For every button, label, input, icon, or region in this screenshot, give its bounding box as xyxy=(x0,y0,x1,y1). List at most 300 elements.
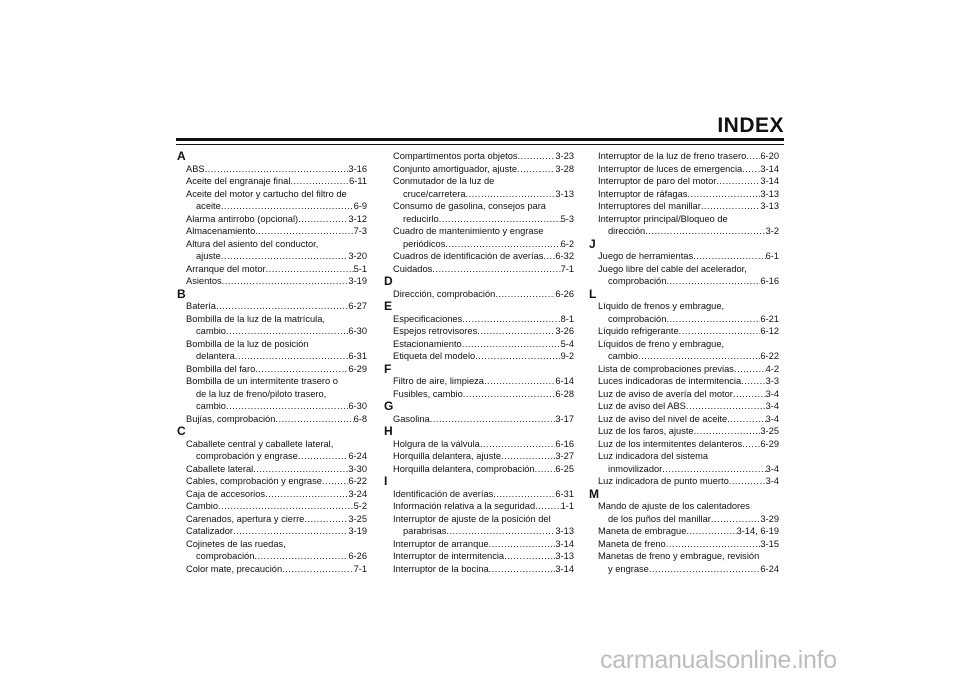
index-column-3 xyxy=(589,150,779,575)
page-number: 3-14 xyxy=(555,538,574,549)
page-number: 3-13 xyxy=(760,201,779,211)
page-number: 3-13 xyxy=(555,188,574,199)
page-number: 6-12 xyxy=(760,326,779,336)
dot-leader xyxy=(298,450,349,463)
index-entry xyxy=(177,538,367,563)
entry-text: Juego libre del cable del acelerador, xyxy=(598,263,747,274)
entry-text: Información relativa a la seguridad xyxy=(393,501,536,511)
index-entry xyxy=(177,413,367,426)
page-number: 5-1 xyxy=(353,263,367,274)
page-number: 6-20 xyxy=(760,151,779,161)
section-letter: E xyxy=(384,299,393,313)
index-entry xyxy=(177,475,367,488)
page-number: 3-17 xyxy=(555,413,574,424)
entry-text: Interruptor de ráfagas xyxy=(598,188,688,199)
entry-text: comprobación xyxy=(608,313,667,324)
dot-leader xyxy=(265,488,348,501)
entry-text: Consumo de gasolina, consejos para xyxy=(393,201,546,211)
page-number: 6-30 xyxy=(348,326,367,336)
dot-leader xyxy=(480,438,556,451)
entry-text: Batería xyxy=(186,301,216,311)
entry-text: de la luz de freno/piloto trasero, xyxy=(196,388,327,399)
index-entry xyxy=(589,550,779,575)
dot-leader xyxy=(216,300,348,313)
entry-text: Interruptor principal/Bloqueo de xyxy=(598,213,728,224)
index-entry xyxy=(589,475,779,488)
dot-leader xyxy=(304,513,348,526)
dot-leader xyxy=(432,263,560,276)
dot-leader xyxy=(543,250,555,263)
dot-leader xyxy=(489,538,556,551)
dot-leader xyxy=(687,188,760,201)
page-number: 3-19 xyxy=(348,276,367,286)
index-entry xyxy=(589,525,779,538)
page-number: 6-26 xyxy=(348,551,367,561)
dot-leader xyxy=(266,263,354,276)
page-number: 3-19 xyxy=(348,526,367,536)
dot-leader xyxy=(711,513,761,526)
dot-leader xyxy=(445,238,560,251)
dot-leader xyxy=(504,550,555,563)
dot-leader xyxy=(741,375,765,388)
dot-leader xyxy=(226,400,348,413)
index-entry xyxy=(177,213,367,226)
page-number: 6-27 xyxy=(348,301,367,311)
index-entry xyxy=(177,500,367,513)
dot-leader xyxy=(727,413,765,426)
index-entry xyxy=(384,550,574,563)
entry-text: Cuadros de identificación de averías xyxy=(393,251,544,261)
page-number: 3-13 xyxy=(760,188,779,199)
entry-text: Maneta de embrague xyxy=(598,526,687,536)
page-number: 6-24 xyxy=(348,451,367,461)
index-entry xyxy=(589,325,779,338)
entry-text: Interruptor de la luz de freno trasero xyxy=(598,151,747,161)
page-number: 3-23 xyxy=(555,151,574,161)
index-entry xyxy=(177,375,367,413)
entry-text: delantera xyxy=(196,351,235,361)
dot-leader xyxy=(649,563,761,576)
entry-text: Caballete lateral xyxy=(186,463,254,474)
entry-text: Interruptor de paro del motor xyxy=(598,176,717,186)
index-entry xyxy=(177,563,367,576)
dot-leader xyxy=(282,563,353,576)
page-number: 3-14 xyxy=(555,563,574,574)
entry-text: inmovilizador xyxy=(608,463,663,474)
entry-text: Luz de aviso de avería del motor xyxy=(598,388,733,399)
dot-leader xyxy=(666,538,761,551)
dot-leader xyxy=(462,313,560,326)
page-number: 3-2 xyxy=(765,226,779,236)
index-entry xyxy=(589,200,779,213)
page-number: 6-30 xyxy=(348,401,367,411)
page-number: 6-31 xyxy=(555,488,574,499)
entry-text: Interruptor de la bocina xyxy=(393,563,489,574)
index-entry xyxy=(589,425,779,438)
page-number: 3-12 xyxy=(348,213,367,224)
index-entry xyxy=(384,500,574,513)
page-number: 5-4 xyxy=(560,338,574,349)
index-entry xyxy=(177,175,367,188)
section-letter: D xyxy=(384,274,393,288)
entry-text: Aceite del engranaje final xyxy=(186,176,291,186)
entry-text: Líquido de frenos y embrague, xyxy=(598,301,725,311)
dot-leader xyxy=(662,463,765,476)
entry-text: Caja de accesorios xyxy=(186,488,266,499)
entry-text: Luz de aviso del ABS xyxy=(598,401,686,411)
index-entry xyxy=(384,563,574,576)
index-entry xyxy=(177,463,367,476)
entry-text: Aceite del motor y cartucho del filtro de xyxy=(186,188,347,199)
index-entry xyxy=(589,363,779,376)
entry-text: Bombilla de un intermitente trasero o xyxy=(186,376,338,386)
dot-leader xyxy=(254,550,348,563)
dot-leader xyxy=(742,438,760,451)
entry-text: cambio xyxy=(196,401,226,411)
index-entry xyxy=(384,513,574,538)
index-column-2 xyxy=(384,150,574,575)
dot-leader xyxy=(686,525,736,538)
entry-text: Dirección, comprobación xyxy=(393,288,496,299)
dot-leader xyxy=(686,400,766,413)
entry-text: Identificación de averías xyxy=(393,488,494,499)
entry-text: Etiqueta del modelo xyxy=(393,351,476,361)
entry-text: Interruptores del manillar xyxy=(598,201,701,211)
dot-leader xyxy=(290,175,349,188)
entry-text: parabrisas xyxy=(403,526,447,536)
entry-text: Catalizador xyxy=(186,526,234,536)
entry-text: Almacenamiento xyxy=(186,226,256,236)
dot-leader xyxy=(255,225,353,238)
dot-leader xyxy=(205,163,349,176)
entry-text: ajuste xyxy=(196,251,221,261)
entry-text: Filtro de aire, limpieza xyxy=(393,376,484,386)
dot-leader xyxy=(666,313,760,326)
page-number: 3-27 xyxy=(555,451,574,461)
dot-leader xyxy=(645,225,765,238)
index-entry xyxy=(177,513,367,526)
page-number: 6-25 xyxy=(555,463,574,474)
dot-leader xyxy=(462,338,561,351)
section-letter: A xyxy=(177,149,186,163)
page-number: 3-13 xyxy=(555,526,574,536)
dot-leader xyxy=(484,375,555,388)
entry-text: Luz de los faros, ajuste xyxy=(598,426,694,436)
index-entry xyxy=(589,163,779,176)
entry-text: Líquidos de freno y embrague, xyxy=(598,338,725,349)
index-entry xyxy=(384,263,574,276)
dot-leader xyxy=(475,350,560,363)
entry-text: Luces indicadoras de intermitencia xyxy=(598,376,742,386)
entry-text: Fusibles, cambio xyxy=(393,388,463,399)
dot-leader xyxy=(666,275,760,288)
entry-text: reducirlo xyxy=(403,213,439,224)
page-number: 3-14 xyxy=(760,163,779,174)
page-number: 3-25 xyxy=(348,513,367,524)
entry-text: Color mate, precaución xyxy=(186,563,283,574)
entry-text: Líquido refrigerante xyxy=(598,326,679,336)
index-entry xyxy=(589,175,779,188)
index-entry xyxy=(589,538,779,551)
page-number: 3-28 xyxy=(555,163,574,174)
index-entry xyxy=(384,350,574,363)
entry-text: Interruptor de luces de emergencia xyxy=(598,163,743,174)
dot-leader xyxy=(253,463,348,476)
entry-text: Bombilla de la luz de posición xyxy=(186,338,309,349)
page-number: 7-3 xyxy=(353,226,367,236)
page-number: 3-30 xyxy=(348,463,367,474)
entry-text: Conmutador de la luz de xyxy=(393,176,495,186)
page-number: 6-16 xyxy=(555,438,574,449)
page-number: 7-1 xyxy=(560,263,574,274)
dot-leader xyxy=(495,288,555,301)
page-number: 6-8 xyxy=(353,413,367,424)
page-number: 6-2 xyxy=(560,238,574,249)
dot-leader xyxy=(489,563,556,576)
entry-text: Luz indicadora del sistema xyxy=(598,451,709,461)
page-number: 6-29 xyxy=(760,438,779,449)
section-letter: B xyxy=(177,286,186,301)
index-entry xyxy=(177,488,367,501)
page-number: 6-29 xyxy=(348,363,367,374)
index-entry xyxy=(589,338,779,363)
entry-text: y engrase xyxy=(608,563,649,574)
page-number: 6-1 xyxy=(765,251,779,261)
section-letter: G xyxy=(384,399,394,413)
entry-text: Manetas de freno y embrague, revisión xyxy=(598,551,760,561)
index-entry xyxy=(384,313,574,326)
entry-text: periódicos xyxy=(403,238,446,249)
header-rule-thin xyxy=(176,144,784,145)
index-entry xyxy=(589,300,779,325)
entry-text: de los puños del manillar xyxy=(608,513,711,524)
section-letter: M xyxy=(589,486,599,501)
index-entry xyxy=(384,150,574,163)
index-entry xyxy=(589,400,779,413)
index-entry xyxy=(384,250,574,263)
page-number: 6-14 xyxy=(555,376,574,386)
index-entry xyxy=(589,150,779,163)
page-number: 6-26 xyxy=(555,288,574,299)
page-number: 6-32 xyxy=(555,251,574,261)
index-entry xyxy=(384,413,574,426)
index-entry xyxy=(177,313,367,338)
dot-leader xyxy=(221,250,349,263)
index-entry xyxy=(384,463,574,476)
page-number: 3-29 xyxy=(760,513,779,524)
dot-leader xyxy=(716,175,760,188)
page-number: 5-2 xyxy=(353,501,367,511)
dot-leader xyxy=(729,475,766,488)
index-entry xyxy=(384,338,574,351)
page-number: 6-24 xyxy=(760,563,779,574)
index-entry xyxy=(177,438,367,463)
entry-text: dirección xyxy=(608,226,646,236)
index-entry xyxy=(177,188,367,213)
index-entry xyxy=(384,288,574,301)
entry-text: Caballete central y caballete lateral, xyxy=(186,438,334,449)
entry-text: cambio xyxy=(196,326,226,336)
entry-text: Horquilla delantera, ajuste xyxy=(393,451,502,461)
index-entry xyxy=(384,175,574,200)
entry-text: Alarma antirrobo (opcional) xyxy=(186,213,299,224)
page-number: 6-11 xyxy=(349,176,367,186)
dot-leader xyxy=(679,325,761,338)
index-entry xyxy=(177,338,367,363)
dot-leader xyxy=(733,388,766,401)
dot-leader xyxy=(298,213,348,226)
watermark: carmanualsonline.info xyxy=(600,646,837,674)
entry-text: Cuidados xyxy=(393,263,433,274)
page-number: 3-20 xyxy=(348,251,367,261)
index-column-1 xyxy=(177,150,367,575)
entry-text: Bombilla del faro xyxy=(186,363,256,374)
entry-text: Interruptor de arranque xyxy=(393,538,489,549)
dot-leader xyxy=(222,275,349,288)
dot-leader xyxy=(742,163,760,176)
page-number: 6-9 xyxy=(353,201,367,211)
dot-leader xyxy=(517,163,555,176)
entry-text: Horquilla delantera, comprobación xyxy=(393,463,535,474)
dot-leader xyxy=(501,450,555,463)
page-number: 6-22 xyxy=(760,351,779,361)
index-entry xyxy=(384,450,574,463)
dot-leader xyxy=(466,188,556,201)
page-number: 1-1 xyxy=(560,501,574,511)
section-letter: F xyxy=(384,361,392,376)
index-entry xyxy=(384,375,574,388)
index-entry xyxy=(589,263,779,288)
page-number: 3-16 xyxy=(348,163,367,174)
index-entry xyxy=(384,200,574,225)
dot-leader xyxy=(235,350,349,363)
entry-text: Asientos xyxy=(186,276,222,286)
entry-text: comprobación xyxy=(196,551,255,561)
index-entry xyxy=(589,413,779,426)
dot-leader xyxy=(693,250,765,263)
section-letter: L xyxy=(589,286,597,301)
section-letter: J xyxy=(589,236,596,251)
index-entry xyxy=(589,250,779,263)
dot-leader xyxy=(701,200,761,213)
index-title: INDEX xyxy=(717,114,784,137)
entry-text: Luz de los intermitentes delanteros xyxy=(598,438,743,449)
page-number: 3-14 xyxy=(760,176,779,186)
index-entry xyxy=(589,188,779,201)
entry-text: Cambio xyxy=(186,501,219,511)
entry-text: Luz indicadora de punto muerto xyxy=(598,476,729,486)
dot-leader xyxy=(734,363,766,376)
page-number: 8-1 xyxy=(560,313,574,324)
index-entry xyxy=(177,225,367,238)
entry-text: Carenados, apertura y cierre xyxy=(186,513,305,524)
entry-text: comprobación xyxy=(608,276,667,286)
entry-text: aceite xyxy=(196,201,221,211)
index-entry xyxy=(384,325,574,338)
entry-text: Juego de herramientas xyxy=(598,251,694,261)
dot-leader xyxy=(233,525,348,538)
entry-text: Maneta de freno xyxy=(598,538,666,549)
dot-leader xyxy=(218,500,354,513)
page-number: 3-24 xyxy=(348,488,367,499)
page-number: 3-14, 6-19 xyxy=(736,526,779,536)
entry-text: Estacionamiento xyxy=(393,338,462,349)
entry-text: Espejos retrovisores xyxy=(393,326,478,336)
dot-leader xyxy=(275,413,353,426)
page-number: 3-4 xyxy=(765,476,779,486)
page-number: 3-4 xyxy=(765,463,779,474)
section-letter: I xyxy=(384,474,388,488)
entry-text: Cuadro de mantenimiento y engrase xyxy=(393,226,544,236)
entry-text: Interruptor de intermitencia xyxy=(393,551,505,561)
index-entry xyxy=(177,275,367,288)
dot-leader xyxy=(255,363,348,376)
dot-leader xyxy=(430,413,556,426)
entry-text: Cables, comprobación y engrase xyxy=(186,476,322,486)
page-number: 3-4 xyxy=(765,413,779,424)
entry-text: Interruptor de ajuste de la posición del xyxy=(393,513,551,524)
entry-text: Lista de comprobaciones previas xyxy=(598,363,734,374)
dot-leader xyxy=(463,388,556,401)
dot-leader xyxy=(439,213,561,226)
entry-text: cruce/carretera xyxy=(403,188,466,199)
dot-leader xyxy=(535,500,560,513)
index-entry xyxy=(589,450,779,475)
entry-text: Compartimentos porta objetos xyxy=(393,151,518,161)
index-entry xyxy=(589,388,779,401)
dot-leader xyxy=(322,475,348,488)
dot-leader xyxy=(446,525,555,538)
page-number: 3-15 xyxy=(760,538,779,549)
dot-leader xyxy=(535,463,556,476)
dot-leader xyxy=(746,150,760,163)
page-number: 6-21 xyxy=(760,313,779,324)
entry-text: Luz de aviso del nivel de aceite xyxy=(598,413,728,424)
page-number: 3-25 xyxy=(760,426,779,436)
entry-text: Conjunto amortiguador, ajuste xyxy=(393,163,518,174)
index-entry xyxy=(589,500,779,525)
index-entry xyxy=(589,213,779,238)
page-number: 3-4 xyxy=(765,401,779,411)
entry-text: Altura del asiento del conductor, xyxy=(186,238,319,249)
entry-text: Cojinetes de las ruedas, xyxy=(186,538,286,549)
entry-text: Bujías, comprobación xyxy=(186,413,276,424)
page-number: 7-1 xyxy=(353,563,367,574)
entry-text: Holgura de la válvula xyxy=(393,438,480,449)
dot-leader xyxy=(221,200,354,213)
dot-leader xyxy=(493,488,555,501)
page-number: 6-31 xyxy=(348,351,367,361)
index-entry xyxy=(177,163,367,176)
index-entry xyxy=(589,438,779,451)
index-entry xyxy=(177,263,367,276)
page-number: 6-28 xyxy=(555,388,574,399)
page-number: 3-4 xyxy=(765,388,779,399)
entry-text: comprobación y engrase xyxy=(196,451,298,461)
index-entry xyxy=(177,238,367,263)
index-entry xyxy=(384,438,574,451)
page-number: 3-3 xyxy=(765,376,779,386)
section-letter: H xyxy=(384,424,393,438)
entry-text: Gasolina xyxy=(393,413,430,424)
page-number: 3-13 xyxy=(555,551,574,561)
dot-leader xyxy=(518,150,556,163)
section-letter: C xyxy=(177,424,186,438)
index-entry xyxy=(177,300,367,313)
page-number: 9-2 xyxy=(560,351,574,361)
page-number: 5-3 xyxy=(560,213,574,224)
dot-leader xyxy=(638,350,760,363)
